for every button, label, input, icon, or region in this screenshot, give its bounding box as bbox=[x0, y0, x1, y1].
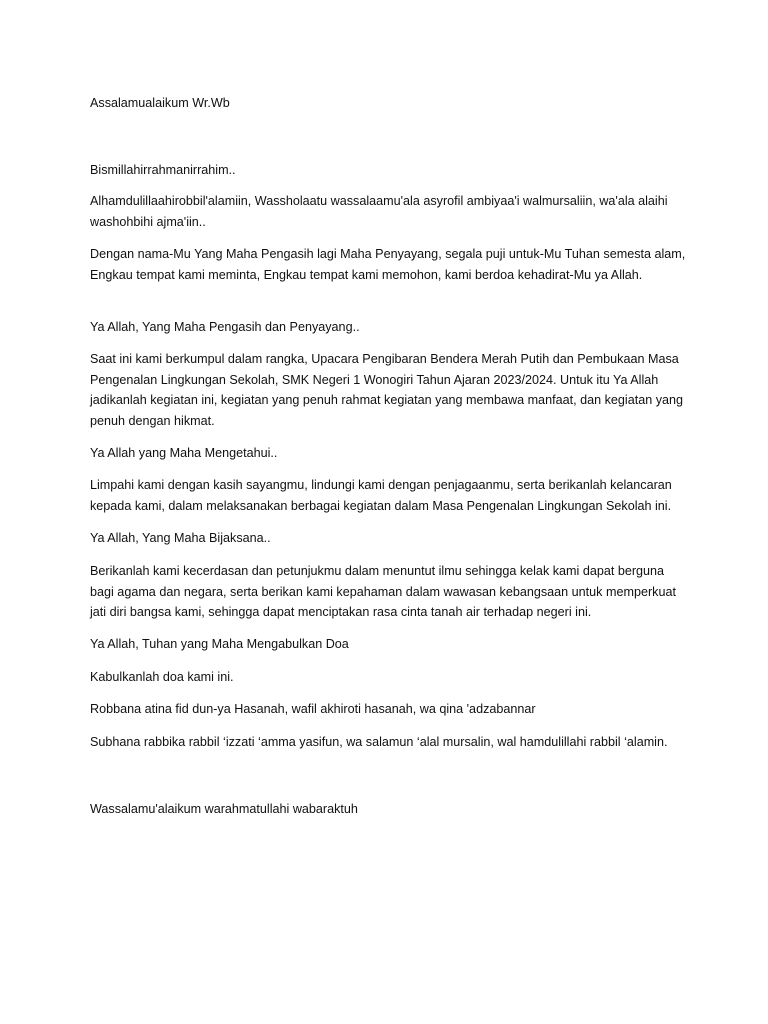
robbana-line: Robbana atina fid dun-ya Hasanah, wafil akhiroti hasanah, wa qina 'adzabannar bbox=[90, 702, 536, 716]
opening-prayer-paragraph: Dengan nama-Mu Yang Maha Pengasih lagi Maha Penyayang, segala puji untuk-Mu Tuhan semesta alam, Engkau tempat kami meminta, Engkau tempat kami memohon, kami berdoa kehadirat-Mu ya Allah. bbox=[90, 247, 686, 282]
request-line: Kabulkanlah doa kami ini. bbox=[90, 670, 234, 684]
greeting-open: Assalamualaikum Wr.Wb bbox=[90, 96, 230, 110]
gathering-paragraph: Saat ini kami berkumpul dalam rangka, Upacara Pengibaran Bendera Merah Putih dan Pembukaan Masa Pengenalan Lingkungan Sekolah, SMK Negeri 1 Wonogiri Tahun Ajaran 2023/2024. Untuk itu Ya Allah jadikanlah kegiatan ini, kegiatan yang penuh rahmat kegiatan yang membawa manfaat, dan kegiatan yang penuh dengan hikmat. bbox=[90, 352, 684, 428]
invocation-wise: Ya Allah, Yang Maha Bijaksana.. bbox=[90, 531, 271, 545]
protection-paragraph: Limpahi kami dengan kasih sayangmu, lindungi kami dengan penjagaanmu, serta berikanlah kelancaran kepada kami, dalam melaksanakan berbagai kegiatan dalam Masa Pengenalan Lingkungan Sekolah ini. bbox=[90, 478, 672, 513]
basmalah: Bismillahirrahmanirrahim.. bbox=[90, 163, 236, 177]
invocation-all-knowing: Ya Allah yang Maha Mengetahui.. bbox=[90, 446, 278, 460]
invocation-granter: Ya Allah, Tuhan yang Maha Mengabulkan Doa bbox=[90, 637, 349, 651]
subhana-line: Subhana rabbika rabbil ‘izzati ‘amma yasifun, wa salamun ‘alal mursalin, wal hamdulillahi rabbil ‘alamin. bbox=[90, 735, 668, 749]
hamdalah-paragraph: Alhamdulillaahirobbil'alamiin, Wassholaatu wassalaamu'ala asyrofil ambiyaa'i walmursaliin, wa'ala alaihi washohbihi ajma'iin.. bbox=[90, 194, 668, 229]
greeting-close: Wassalamu'alaikum warahmatullahi wabaraktuh bbox=[90, 802, 358, 816]
invocation-compassionate: Ya Allah, Yang Maha Pengasih dan Penyayang.. bbox=[90, 320, 360, 334]
knowledge-paragraph: Berikanlah kami kecerdasan dan petunjukmu dalam menuntut ilmu sehingga kelak kami dapat berguna bagi agama dan negara, serta berikan kami kepahaman dalam wawasan kebangsaan untuk memperkuat jati diri bangsa kami, sehingga dapat menciptakan rasa cinta tanah air terhadap negeri ini. bbox=[90, 564, 676, 619]
